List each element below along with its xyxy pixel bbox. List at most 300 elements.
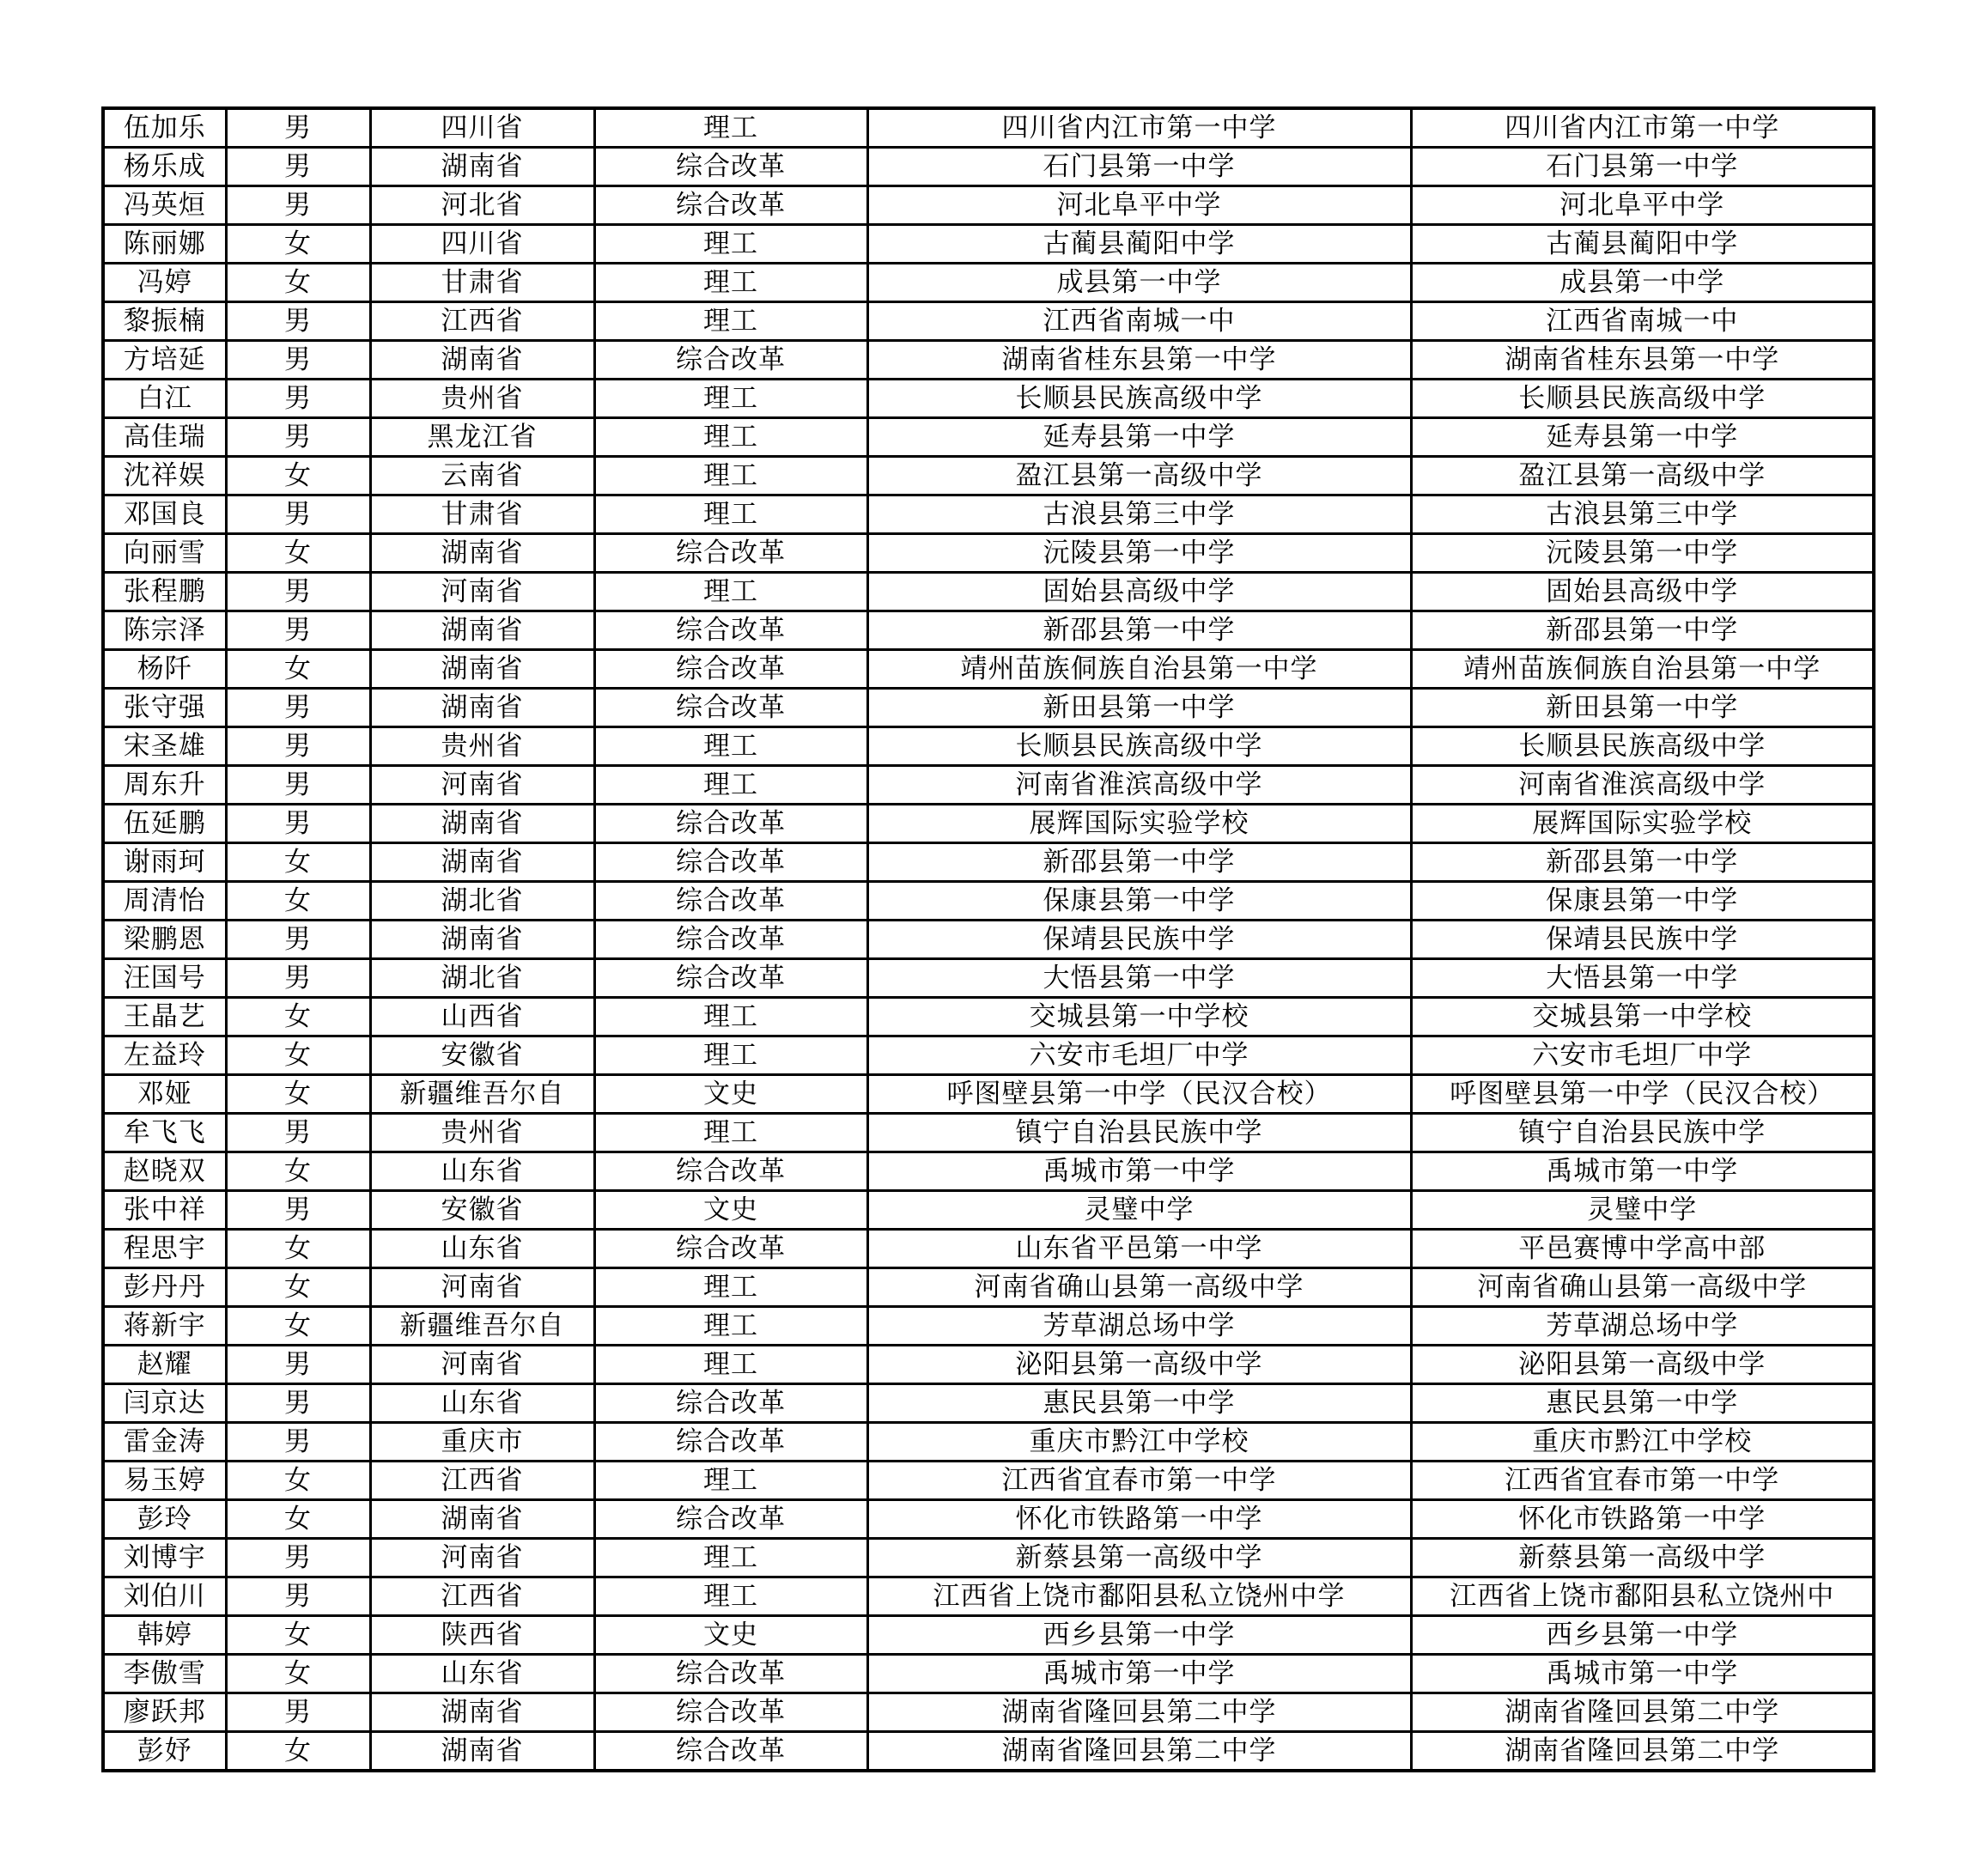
province-cell: 湖南省 [370, 689, 594, 727]
table-row [103, 1384, 1874, 1423]
school-cell: 延寿县第一中学 [867, 418, 1411, 457]
subject-cell: 文史 [594, 1075, 867, 1114]
gender-cell: 男 [226, 1693, 370, 1732]
name-cell: 伍加乐 [103, 108, 226, 148]
school-cell: 靖州苗族侗族自治县第一中学 [867, 650, 1411, 689]
subject-cell: 综合改革 [594, 1655, 867, 1693]
name-cell: 陈宗泽 [103, 611, 226, 650]
graduation-school-cell: 成县第一中学 [1411, 264, 1874, 302]
gender-cell: 男 [226, 1539, 370, 1577]
table-row [103, 1577, 1874, 1616]
graduation-school-cell: 江西省宜春市第一中学 [1411, 1462, 1874, 1500]
graduation-school-cell: 镇宁自治县民族中学 [1411, 1114, 1874, 1152]
graduation-school-cell: 靖州苗族侗族自治县第一中学 [1411, 650, 1874, 689]
table-row [103, 1307, 1874, 1346]
subject-cell: 理工 [594, 264, 867, 302]
province-cell: 湖南省 [370, 921, 594, 959]
subject-cell: 理工 [594, 418, 867, 457]
school-cell: 山东省平邑第一中学 [867, 1230, 1411, 1268]
subject-cell: 综合改革 [594, 959, 867, 998]
province-cell: 江西省 [370, 302, 594, 341]
school-cell: 古浪县第三中学 [867, 495, 1411, 534]
subject-cell: 综合改革 [594, 921, 867, 959]
table-row [103, 882, 1874, 921]
school-cell: 怀化市铁路第一中学 [867, 1500, 1411, 1539]
subject-cell: 理工 [594, 998, 867, 1036]
province-cell: 安徽省 [370, 1191, 594, 1230]
gender-cell: 女 [226, 1616, 370, 1655]
gender-cell: 男 [226, 302, 370, 341]
subject-cell: 综合改革 [594, 1423, 867, 1462]
name-cell: 廖跃邦 [103, 1693, 226, 1732]
province-cell: 河北省 [370, 186, 594, 225]
province-cell: 湖南省 [370, 1693, 594, 1732]
name-cell: 伍延鹏 [103, 805, 226, 843]
province-cell: 湖南省 [370, 148, 594, 186]
school-cell: 石门县第一中学 [867, 148, 1411, 186]
name-cell: 沈祥娱 [103, 457, 226, 495]
subject-cell: 理工 [594, 1539, 867, 1577]
province-cell: 贵州省 [370, 727, 594, 766]
province-cell: 山东省 [370, 1230, 594, 1268]
subject-cell: 理工 [594, 380, 867, 418]
graduation-school-cell: 新邵县第一中学 [1411, 611, 1874, 650]
school-cell: 长顺县民族高级中学 [867, 727, 1411, 766]
school-cell: 湖南省桂东县第一中学 [867, 341, 1411, 380]
subject-cell: 文史 [594, 1616, 867, 1655]
subject-cell: 理工 [594, 1114, 867, 1152]
gender-cell: 男 [226, 573, 370, 611]
gender-cell: 女 [226, 1462, 370, 1500]
school-cell: 六安市毛坦厂中学 [867, 1036, 1411, 1075]
gender-cell: 女 [226, 1152, 370, 1191]
school-cell: 江西省宜春市第一中学 [867, 1462, 1411, 1500]
name-cell: 易玉婷 [103, 1462, 226, 1500]
school-cell: 成县第一中学 [867, 264, 1411, 302]
name-cell: 张程鹏 [103, 573, 226, 611]
table-row [103, 341, 1874, 380]
subject-cell: 理工 [594, 1346, 867, 1384]
school-cell: 惠民县第一中学 [867, 1384, 1411, 1423]
graduation-school-cell: 四川省内江市第一中学 [1411, 108, 1874, 148]
subject-cell: 综合改革 [594, 805, 867, 843]
gender-cell: 男 [226, 921, 370, 959]
school-cell: 保康县第一中学 [867, 882, 1411, 921]
province-cell: 四川省 [370, 225, 594, 264]
province-cell: 陕西省 [370, 1616, 594, 1655]
gender-cell: 女 [226, 1075, 370, 1114]
table-row [103, 108, 1874, 148]
province-cell: 湖北省 [370, 959, 594, 998]
province-cell: 湖南省 [370, 843, 594, 882]
graduation-school-cell: 大悟县第一中学 [1411, 959, 1874, 998]
province-cell: 甘肃省 [370, 264, 594, 302]
gender-cell: 男 [226, 959, 370, 998]
subject-cell: 综合改革 [594, 1500, 867, 1539]
name-cell: 李傲雪 [103, 1655, 226, 1693]
table-row [103, 1346, 1874, 1384]
subject-cell: 理工 [594, 225, 867, 264]
table-row [103, 1500, 1874, 1539]
province-cell: 山东省 [370, 1655, 594, 1693]
subject-cell: 综合改革 [594, 341, 867, 380]
table-row [103, 1423, 1874, 1462]
school-cell: 河南省淮滨高级中学 [867, 766, 1411, 805]
graduation-school-cell: 西乡县第一中学 [1411, 1616, 1874, 1655]
table-row [103, 1655, 1874, 1693]
name-cell: 牟飞飞 [103, 1114, 226, 1152]
subject-cell: 综合改革 [594, 186, 867, 225]
name-cell: 赵耀 [103, 1346, 226, 1384]
gender-cell: 男 [226, 186, 370, 225]
gender-cell: 男 [226, 1346, 370, 1384]
gender-cell: 男 [226, 341, 370, 380]
school-cell: 固始县高级中学 [867, 573, 1411, 611]
table-row [103, 1191, 1874, 1230]
gender-cell: 女 [226, 1268, 370, 1307]
name-cell: 邓娅 [103, 1075, 226, 1114]
graduation-school-cell: 重庆市黔江中学校 [1411, 1423, 1874, 1462]
province-cell: 湖南省 [370, 611, 594, 650]
name-cell: 蒋新宇 [103, 1307, 226, 1346]
name-cell: 梁鹏恩 [103, 921, 226, 959]
name-cell: 白江 [103, 380, 226, 418]
graduation-school-cell: 泌阳县第一高级中学 [1411, 1346, 1874, 1384]
school-cell: 新蔡县第一高级中学 [867, 1539, 1411, 1577]
gender-cell: 男 [226, 1191, 370, 1230]
name-cell: 宋圣雄 [103, 727, 226, 766]
table-row [103, 380, 1874, 418]
subject-cell: 理工 [594, 1462, 867, 1500]
gender-cell: 男 [226, 766, 370, 805]
graduation-school-cell: 江西省南城一中 [1411, 302, 1874, 341]
school-cell: 交城县第一中学校 [867, 998, 1411, 1036]
table-row [103, 1732, 1874, 1772]
gender-cell: 女 [226, 1655, 370, 1693]
name-cell: 陈丽娜 [103, 225, 226, 264]
name-cell: 周东升 [103, 766, 226, 805]
graduation-school-cell: 盈江县第一高级中学 [1411, 457, 1874, 495]
gender-cell: 男 [226, 495, 370, 534]
table-row [103, 148, 1874, 186]
school-cell: 泌阳县第一高级中学 [867, 1346, 1411, 1384]
gender-cell: 男 [226, 805, 370, 843]
name-cell: 冯英烜 [103, 186, 226, 225]
subject-cell: 综合改革 [594, 1384, 867, 1423]
table-row [103, 1152, 1874, 1191]
table-row [103, 650, 1874, 689]
school-cell: 禹城市第一中学 [867, 1655, 1411, 1693]
name-cell: 向丽雪 [103, 534, 226, 573]
name-cell: 杨乐成 [103, 148, 226, 186]
table-row [103, 418, 1874, 457]
name-cell: 左益玲 [103, 1036, 226, 1075]
province-cell: 四川省 [370, 108, 594, 148]
graduation-school-cell: 固始县高级中学 [1411, 573, 1874, 611]
province-cell: 安徽省 [370, 1036, 594, 1075]
province-cell: 湖南省 [370, 534, 594, 573]
name-cell: 高佳瑞 [103, 418, 226, 457]
name-cell: 冯婷 [103, 264, 226, 302]
table-row [103, 1268, 1874, 1307]
name-cell: 周清怡 [103, 882, 226, 921]
school-cell: 西乡县第一中学 [867, 1616, 1411, 1655]
subject-cell: 综合改革 [594, 1732, 867, 1772]
table-row [103, 264, 1874, 302]
province-cell: 湖南省 [370, 650, 594, 689]
school-cell: 大悟县第一中学 [867, 959, 1411, 998]
name-cell: 赵晓双 [103, 1152, 226, 1191]
province-cell: 河南省 [370, 1268, 594, 1307]
subject-cell: 文史 [594, 1191, 867, 1230]
name-cell: 汪国号 [103, 959, 226, 998]
table-row [103, 1539, 1874, 1577]
graduation-school-cell: 新蔡县第一高级中学 [1411, 1539, 1874, 1577]
province-cell: 河南省 [370, 1346, 594, 1384]
graduation-school-cell: 湖南省隆回县第二中学 [1411, 1693, 1874, 1732]
graduation-school-cell: 交城县第一中学校 [1411, 998, 1874, 1036]
table-row [103, 689, 1874, 727]
name-cell: 彭玲 [103, 1500, 226, 1539]
table-row [103, 843, 1874, 882]
province-cell: 新疆维吾尔自 [370, 1307, 594, 1346]
name-cell: 闫京达 [103, 1384, 226, 1423]
graduation-school-cell: 芳草湖总场中学 [1411, 1307, 1874, 1346]
graduation-school-cell: 展辉国际实验学校 [1411, 805, 1874, 843]
province-cell: 云南省 [370, 457, 594, 495]
province-cell: 甘肃省 [370, 495, 594, 534]
name-cell: 彭丹丹 [103, 1268, 226, 1307]
school-cell: 古蔺县蔺阳中学 [867, 225, 1411, 264]
graduation-school-cell: 湖南省桂东县第一中学 [1411, 341, 1874, 380]
gender-cell: 男 [226, 418, 370, 457]
graduation-school-cell: 禹城市第一中学 [1411, 1152, 1874, 1191]
province-cell: 河南省 [370, 766, 594, 805]
table-row [103, 1114, 1874, 1152]
province-cell: 重庆市 [370, 1423, 594, 1462]
province-cell: 江西省 [370, 1462, 594, 1500]
graduation-school-cell: 保康县第一中学 [1411, 882, 1874, 921]
gender-cell: 男 [226, 380, 370, 418]
graduation-school-cell: 六安市毛坦厂中学 [1411, 1036, 1874, 1075]
name-cell: 韩婷 [103, 1616, 226, 1655]
subject-cell: 综合改革 [594, 1152, 867, 1191]
name-cell: 杨阡 [103, 650, 226, 689]
gender-cell: 女 [226, 457, 370, 495]
province-cell: 湖北省 [370, 882, 594, 921]
graduation-school-cell: 惠民县第一中学 [1411, 1384, 1874, 1423]
table-row [103, 573, 1874, 611]
gender-cell: 男 [226, 1384, 370, 1423]
subject-cell: 理工 [594, 573, 867, 611]
subject-cell: 理工 [594, 727, 867, 766]
table-row [103, 1693, 1874, 1732]
graduation-school-cell: 平邑赛博中学高中部 [1411, 1230, 1874, 1268]
graduation-school-cell: 沅陵县第一中学 [1411, 534, 1874, 573]
school-cell: 河南省确山县第一高级中学 [867, 1268, 1411, 1307]
school-cell: 灵璧中学 [867, 1191, 1411, 1230]
table-row [103, 998, 1874, 1036]
table-row [103, 534, 1874, 573]
school-cell: 四川省内江市第一中学 [867, 108, 1411, 148]
table-row [103, 302, 1874, 341]
subject-cell: 理工 [594, 495, 867, 534]
school-cell: 镇宁自治县民族中学 [867, 1114, 1411, 1152]
student-table [101, 106, 1876, 1772]
graduation-school-cell: 河南省确山县第一高级中学 [1411, 1268, 1874, 1307]
subject-cell: 理工 [594, 1307, 867, 1346]
subject-cell: 综合改革 [594, 689, 867, 727]
subject-cell: 综合改革 [594, 650, 867, 689]
table-row [103, 1075, 1874, 1114]
school-cell: 河北阜平中学 [867, 186, 1411, 225]
school-cell: 重庆市黔江中学校 [867, 1423, 1411, 1462]
table-row [103, 1462, 1874, 1500]
subject-cell: 理工 [594, 766, 867, 805]
name-cell: 王晶艺 [103, 998, 226, 1036]
school-cell: 新田县第一中学 [867, 689, 1411, 727]
school-cell: 展辉国际实验学校 [867, 805, 1411, 843]
gender-cell: 男 [226, 148, 370, 186]
subject-cell: 综合改革 [594, 611, 867, 650]
subject-cell: 理工 [594, 108, 867, 148]
graduation-school-cell: 禹城市第一中学 [1411, 1655, 1874, 1693]
province-cell: 湖南省 [370, 1500, 594, 1539]
province-cell: 山东省 [370, 1384, 594, 1423]
table-row [103, 921, 1874, 959]
school-cell: 呼图壁县第一中学（民汉合校） [867, 1075, 1411, 1114]
school-cell: 江西省上饶市鄱阳县私立饶州中学 [867, 1577, 1411, 1616]
school-cell: 禹城市第一中学 [867, 1152, 1411, 1191]
graduation-school-cell: 怀化市铁路第一中学 [1411, 1500, 1874, 1539]
graduation-school-cell: 古蔺县蔺阳中学 [1411, 225, 1874, 264]
gender-cell: 女 [226, 225, 370, 264]
graduation-school-cell: 古浪县第三中学 [1411, 495, 1874, 534]
school-cell: 湖南省隆回县第二中学 [867, 1693, 1411, 1732]
school-cell: 新邵县第一中学 [867, 843, 1411, 882]
gender-cell: 男 [226, 1577, 370, 1616]
name-cell: 程思宇 [103, 1230, 226, 1268]
gender-cell: 男 [226, 689, 370, 727]
gender-cell: 女 [226, 1500, 370, 1539]
name-cell: 雷金涛 [103, 1423, 226, 1462]
graduation-school-cell: 湖南省隆回县第二中学 [1411, 1732, 1874, 1772]
gender-cell: 男 [226, 727, 370, 766]
subject-cell: 理工 [594, 1577, 867, 1616]
name-cell: 刘博宇 [103, 1539, 226, 1577]
name-cell: 张中祥 [103, 1191, 226, 1230]
gender-cell: 男 [226, 611, 370, 650]
table-row [103, 727, 1874, 766]
graduation-school-cell: 河南省淮滨高级中学 [1411, 766, 1874, 805]
graduation-school-cell: 延寿县第一中学 [1411, 418, 1874, 457]
table-row [103, 1230, 1874, 1268]
table-row [103, 959, 1874, 998]
school-cell: 盈江县第一高级中学 [867, 457, 1411, 495]
gender-cell: 男 [226, 1423, 370, 1462]
province-cell: 湖南省 [370, 1732, 594, 1772]
gender-cell: 女 [226, 650, 370, 689]
subject-cell: 理工 [594, 1268, 867, 1307]
table-row [103, 495, 1874, 534]
school-cell: 湖南省隆回县第二中学 [867, 1732, 1411, 1772]
graduation-school-cell: 灵璧中学 [1411, 1191, 1874, 1230]
province-cell: 黑龙江省 [370, 418, 594, 457]
name-cell: 刘伯川 [103, 1577, 226, 1616]
table-row [103, 1616, 1874, 1655]
province-cell: 河南省 [370, 573, 594, 611]
table-row [103, 457, 1874, 495]
graduation-school-cell: 江西省上饶市鄱阳县私立饶州中 [1411, 1577, 1874, 1616]
province-cell: 贵州省 [370, 380, 594, 418]
name-cell: 黎振楠 [103, 302, 226, 341]
subject-cell: 综合改革 [594, 1693, 867, 1732]
name-cell: 方培延 [103, 341, 226, 380]
gender-cell: 女 [226, 843, 370, 882]
gender-cell: 男 [226, 108, 370, 148]
table-row [103, 225, 1874, 264]
gender-cell: 男 [226, 1114, 370, 1152]
graduation-school-cell: 河北阜平中学 [1411, 186, 1874, 225]
province-cell: 山东省 [370, 1152, 594, 1191]
graduation-school-cell: 长顺县民族高级中学 [1411, 727, 1874, 766]
province-cell: 山西省 [370, 998, 594, 1036]
table-row [103, 805, 1874, 843]
gender-cell: 女 [226, 1732, 370, 1772]
province-cell: 贵州省 [370, 1114, 594, 1152]
school-cell: 新邵县第一中学 [867, 611, 1411, 650]
table-row [103, 766, 1874, 805]
province-cell: 湖南省 [370, 805, 594, 843]
name-cell: 彭妤 [103, 1732, 226, 1772]
graduation-school-cell: 长顺县民族高级中学 [1411, 380, 1874, 418]
name-cell: 张守强 [103, 689, 226, 727]
gender-cell: 女 [226, 534, 370, 573]
subject-cell: 综合改革 [594, 534, 867, 573]
name-cell: 邓国良 [103, 495, 226, 534]
school-cell: 长顺县民族高级中学 [867, 380, 1411, 418]
subject-cell: 综合改革 [594, 843, 867, 882]
gender-cell: 女 [226, 998, 370, 1036]
subject-cell: 综合改革 [594, 882, 867, 921]
name-cell: 谢雨珂 [103, 843, 226, 882]
table-body [103, 108, 1874, 1771]
province-cell: 江西省 [370, 1577, 594, 1616]
subject-cell: 理工 [594, 1036, 867, 1075]
graduation-school-cell: 石门县第一中学 [1411, 148, 1874, 186]
table-row [103, 186, 1874, 225]
province-cell: 河南省 [370, 1539, 594, 1577]
subject-cell: 综合改革 [594, 1230, 867, 1268]
graduation-school-cell: 新邵县第一中学 [1411, 843, 1874, 882]
school-cell: 芳草湖总场中学 [867, 1307, 1411, 1346]
school-cell: 保靖县民族中学 [867, 921, 1411, 959]
table-row [103, 611, 1874, 650]
gender-cell: 女 [226, 1036, 370, 1075]
school-cell: 江西省南城一中 [867, 302, 1411, 341]
school-cell: 沅陵县第一中学 [867, 534, 1411, 573]
graduation-school-cell: 呼图壁县第一中学（民汉合校） [1411, 1075, 1874, 1114]
subject-cell: 理工 [594, 457, 867, 495]
graduation-school-cell: 保靖县民族中学 [1411, 921, 1874, 959]
graduation-school-cell: 新田县第一中学 [1411, 689, 1874, 727]
gender-cell: 女 [226, 1230, 370, 1268]
gender-cell: 女 [226, 264, 370, 302]
province-cell: 湖南省 [370, 341, 594, 380]
subject-cell: 综合改革 [594, 148, 867, 186]
table-row [103, 1036, 1874, 1075]
gender-cell: 女 [226, 1307, 370, 1346]
